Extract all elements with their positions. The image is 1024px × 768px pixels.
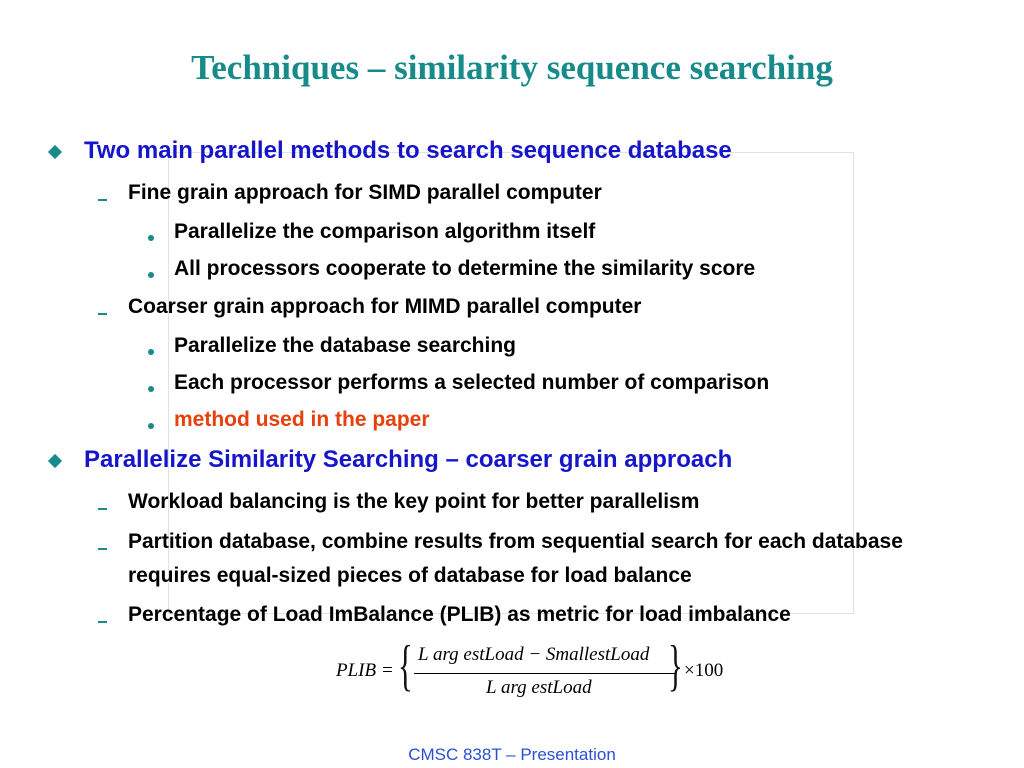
diamond-bullet-icon bbox=[48, 145, 62, 159]
dot-bullet-icon bbox=[148, 349, 154, 355]
plib-formula bbox=[336, 635, 736, 704]
slide-footer: CMSC 838T – Presentation bbox=[408, 745, 616, 764]
bullet-level3-highlight-text: method used in the paper bbox=[174, 408, 430, 431]
bullet-level2-text: Coarser grain approach for MIMD parallel computer bbox=[128, 295, 642, 318]
slide-title: Techniques – similarity sequence searching bbox=[191, 48, 833, 87]
dash-bullet-icon bbox=[98, 313, 107, 315]
dash-bullet-icon bbox=[98, 199, 107, 201]
formula-denominator: L arg estLoad bbox=[486, 677, 592, 698]
bullet-level2-text: Percentage of Load ImBalance (PLIB) as metric for load imbalance bbox=[128, 603, 791, 626]
dot-bullet-icon bbox=[148, 386, 154, 392]
bullet-level2-text: Partition database, combine results from sequential search for each database requires equal-sized pieces of database for load balance bbox=[128, 530, 903, 587]
bullet-level1-text: Two main parallel methods to search sequence database bbox=[84, 137, 732, 164]
dash-bullet-icon bbox=[98, 548, 107, 550]
formula-left-brace: { bbox=[398, 635, 413, 697]
dot-bullet-icon bbox=[148, 423, 154, 429]
formula-numerator: L arg estLoad − SmallestLoad bbox=[418, 644, 650, 665]
formula-lhs: PLIB = bbox=[336, 660, 394, 681]
dash-bullet-icon bbox=[98, 508, 107, 510]
formula-fraction-bar bbox=[414, 673, 676, 674]
formula-right-brace: } bbox=[668, 635, 683, 697]
diamond-bullet-icon bbox=[48, 454, 62, 468]
formula-rhs: ×100 bbox=[684, 660, 724, 681]
bullet-level2-text: Workload balancing is the key point for better parallelism bbox=[128, 490, 700, 513]
dash-bullet-icon bbox=[98, 621, 107, 623]
dot-bullet-icon bbox=[148, 272, 154, 278]
bullet-level1-text: Parallelize Similarity Searching – coarser grain approach bbox=[84, 446, 733, 473]
bullet-level2-text: Fine grain approach for SIMD parallel computer bbox=[128, 181, 602, 204]
bullet-level3-text: All processors cooperate to determine the similarity score bbox=[174, 257, 756, 280]
bullet-level3-text: Each processor performs a selected number of comparison bbox=[174, 371, 770, 394]
bullet-level3-text: Parallelize the database searching bbox=[174, 334, 516, 357]
dot-bullet-icon bbox=[148, 235, 154, 241]
bullet-level3-text: Parallelize the comparison algorithm itself bbox=[174, 220, 596, 243]
